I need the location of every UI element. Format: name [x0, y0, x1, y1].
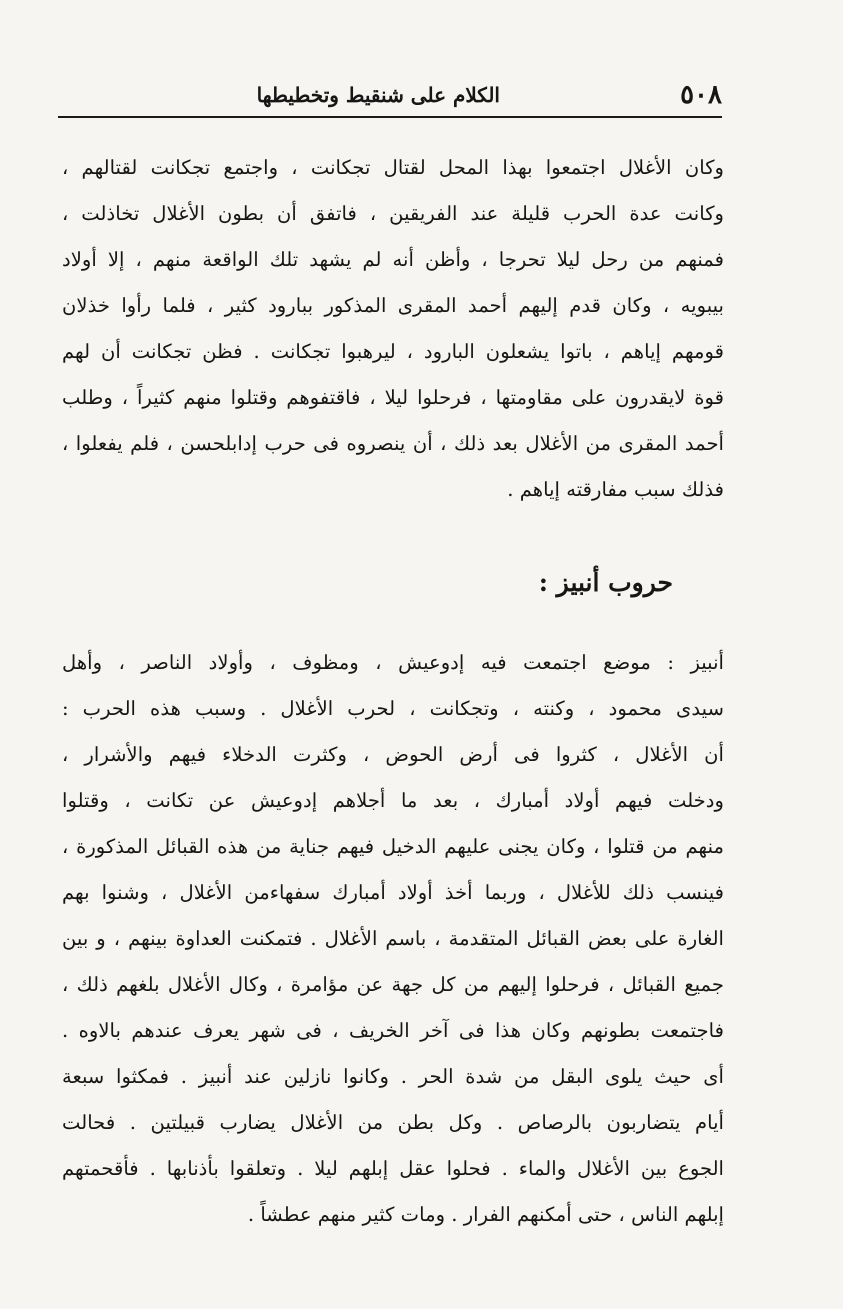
text-line: قوة لايقدرون على مقاومتها ، فرحلوا ليلا ، فاقتفوهم وقتلوا منهم كثيراً ، وطلب [62, 386, 724, 409]
text-line: أى حيث يلوى البقل من شدة الحر . وكانوا نازلين عند أنبيز . فمكثوا سبعة [62, 1065, 724, 1088]
text-line: قومهم إياهم ، باتوا يشعلون البارود ، ليرهبوا تجكانت . فظن تجكانت أن لهم [62, 340, 724, 363]
text-line: فينسب ذلك للأغلال ، وربما أخذ أولاد أمبارك سفهاءمن الأغلال ، وشنوا بهم [62, 881, 724, 904]
text-line: سيدى محمود ، وكنته ، وتجكانت ، لحرب الأغلال . وسبب هذه الحرب : [62, 697, 724, 720]
text-line: الغارة على بعض القبائل المتقدمة ، باسم الأغلال . فتمكنت العداوة بينهم ، و بين [62, 927, 724, 950]
header-rule [58, 116, 722, 118]
page-header [60, 78, 722, 114]
text-line: أنبيز : موضع اجتمعت فيه إدوعيش ، ومظوف ، وأولاد الناصر ، وأهل [62, 651, 724, 674]
text-line: أيام يتضاربون بالرصاص . وكل بطن من الأغلال يضارب قبيلتين . فحالت [62, 1111, 724, 1134]
text-line: وكانت عدة الحرب قليلة عند الفريقين ، فاتفق أن بطون الأغلال تخاذلت ، [62, 202, 724, 225]
text-line: بيبويه ، وكان قدم إليهم أحمد المقرى المذكور ببارود كثير ، فلما رأوا خذلان [62, 294, 724, 317]
text-line: فذلك سبب مفارقته إياهم . [507, 478, 724, 501]
running-head: الكلام على شنقيط وتخطيطها [256, 83, 500, 107]
section-heading: حروب أنبيز : [538, 568, 673, 597]
text-line: الجوع بين الأغلال والماء . فحلوا عقل إبلهم ليلا . وتعلقوا بأذنابها . فأقحمتهم [62, 1157, 724, 1180]
text-line: إبلهم الناس ، حتى أمكنهم الفرار . ومات كثير منهم عطشاً . [247, 1203, 724, 1226]
text-line: فمنهم من رحل ليلا تحرجا ، وأظن أنه لم يشهد تلك الواقعة منهم ، إلا أولاد [62, 248, 724, 271]
text-line: أن الأغلال ، كثروا فى أرض الحوض ، وكثرت الدخلاء فيهم والأشرار ، [62, 743, 724, 766]
text-line: ودخلت فيهم أولاد أمبارك ، بعد ما أجلاهم إدوعيش عن تكانت ، وقتلوا [62, 789, 724, 812]
paragraph-2 [62, 640, 724, 1238]
paragraph-1 [62, 145, 724, 513]
text-line: أحمد المقرى من الأغلال بعد ذلك ، أن ينصروه فى حرب إدابلحسن ، فلم يفعلوا ، [62, 432, 724, 455]
text-line: جميع القبائل ، فرحلوا إليهم من كل جهة عن مؤامرة ، وكال الأغلال بلغهم ذلك ، [62, 973, 724, 996]
page-number: ٥٠٨ [680, 80, 722, 110]
text-line: فاجتمعت بطونهم وكان هذا فى آخر الخريف ، فى شهر يعرف عندهم بالاوه . [62, 1019, 724, 1042]
text-line: منهم من قتلوا ، وكان يجنى عليهم الدخيل فيهم جناية من هذه القبائل المذكورة ، [62, 835, 724, 858]
text-line: وكان الأغلال اجتمعوا بهذا المحل لقتال تجكانت ، واجتمع تجكانت لقتالهم ، [62, 156, 724, 179]
